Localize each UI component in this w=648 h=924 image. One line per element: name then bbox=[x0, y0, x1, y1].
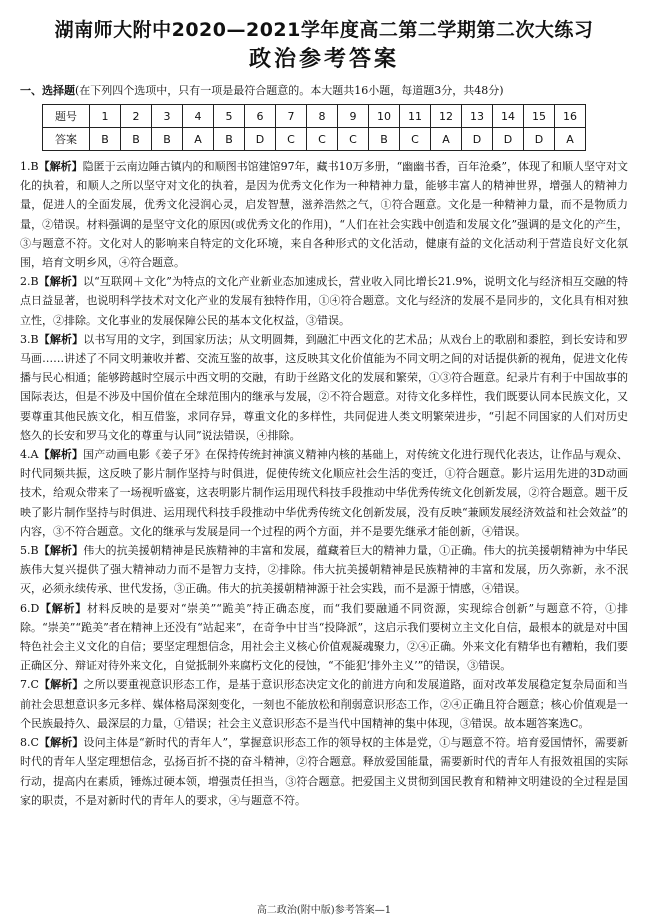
explanation-item bbox=[20, 541, 628, 599]
item-answer: 8.C bbox=[20, 736, 39, 750]
question-number: 5 bbox=[214, 105, 245, 128]
answer-cell: C bbox=[338, 128, 369, 151]
answer-cell: B bbox=[369, 128, 400, 151]
analysis-tag: 【解析】 bbox=[38, 275, 83, 289]
question-number: 12 bbox=[431, 105, 462, 128]
item-text: 以书写用的文字，到国家历法；从文明圆舞，到融汇中西文化的艺术品；从戏台上的歌剧和黍腔，到长安诗和罗马画……讲述了不同文明兼收并蓄、交流互鉴的故事，这反映其文化价值能为不同文明之间的对话提供新的视角，促进文化传播与民心相通；能够跨越时空展示中西文明的交融，有助于丝路文化的发展和繁荣，①③符合题意。纪录片有利于中国故事的国际表达，但是不涉及中国价值在全球范围内的继承与发展，②不符合题意。对待文化多样性，我们既要认同本民族文化，又要尊重其他民族文化，相互借鉴，求同存异，尊重文化的多样性，共同促进人类文明繁荣进步，“引起不同国家的人们对历史悠久的长安和罗马文化的尊重与认同”说法错误，④排除。 bbox=[20, 332, 629, 442]
explanation-item bbox=[20, 272, 628, 330]
analysis-tag: 【解析】 bbox=[38, 332, 84, 346]
analysis-tag: 【解析】 bbox=[38, 448, 84, 462]
item-text: 伟大的抗美援朝精神是民族精神的丰富和发展，蕴藏着巨大的精神力量，①正确。伟大的抗美援朝精神为中华民族伟大复兴提供了强大精神动力而不是智力支持，②排除。伟大抗美援朝精神是民族精神的丰富和发展，历久弥新，永不泯灭，必须永续传承、世代发扬，③正确。伟大的抗美援朝精神源于社会实践，而不是源于情感，④错误。 bbox=[20, 544, 629, 596]
answer-cell: A bbox=[555, 128, 586, 151]
item-answer: 2.B bbox=[20, 275, 39, 289]
item-text: 以“互联网＋文化”为特点的文化产业新业态加速成长，营业收入同比增长21.9%，说明文化与经济相互交融的特点日益显著，也说明科学技术对文化产业的发展有独特作用，①④符合题意。文化与经济的发展不是同步的，文化具有相对独立性，②排除。文化事业的发展保障公民的基本文化权益，③错误。 bbox=[20, 275, 628, 327]
answer-cell: B bbox=[152, 128, 183, 151]
analysis-tag: 【解析】 bbox=[38, 736, 84, 750]
item-answer: 4.A bbox=[20, 448, 39, 462]
answer-row bbox=[43, 128, 586, 151]
question-number: 10 bbox=[369, 105, 400, 128]
question-number-label: 题号 bbox=[43, 105, 90, 128]
item-text: 隐匿于云南边陲古镇内的和顺图书馆建馆97年，藏书10万多册，“幽幽书香，百年沧桑”，体现了和顺人坚守对文化的执着，和顺人之所以坚守对文化的执着，是因为优秀文化作为一种精神力量，能够丰富人的精神世界，增强人的精神力量，促进人的全面发展，优秀文化浸润心灵，启发智慧，滋养浩然之气，①符合题意。文化是一种精神力量，而不是物质力量，②错误。材料强调的是坚守文化的原因(或优秀文化的作用)，“人们在社会实践中创造和发展文化”强调的是文化的产生，③与题意不符。文化对人的影响来自特定的文化环境，来自各种形式的文化活动，健康有益的文化活动利于营造良好文化氛围，培育文明乡风，④符合题意。 bbox=[20, 160, 628, 270]
analysis-tag: 【解析】 bbox=[39, 601, 87, 615]
question-number: 2 bbox=[121, 105, 152, 128]
explanation-list bbox=[20, 157, 628, 810]
page-footer: 高二政治(附中版)参考答案—1 bbox=[256, 905, 392, 916]
document-title: 湖南师大附中2020—2021学年度高二第二学期第二次大练习 bbox=[54, 19, 594, 41]
question-number: 4 bbox=[183, 105, 214, 128]
question-number: 16 bbox=[555, 105, 586, 128]
answer-cell: B bbox=[214, 128, 245, 151]
item-answer: 6.D bbox=[20, 601, 40, 615]
item-text: 材料反映的是要对“崇美”“跪美”持正确态度，而“我们要融通不同资源，实现综合创新”与题意不符，①排除。“崇美”“跪美”者在精神上还没有“站起来”，在奇争中甘当“投降派”，这启示我们要树立主文化自信，最根本的就是对中国特色社会主义文化的自信；要坚定理想信念，用社会主义核心价值观凝魂聚力，②④正确。外来文化有精华也有糟粕，我们要正确区分、辩证对待外来文化，自觉抵制外来腐朽文化的侵蚀，“不能犯‘排外主义’”的错误，③错误。 bbox=[20, 601, 628, 673]
explanation-item bbox=[20, 330, 628, 445]
question-number: 14 bbox=[493, 105, 524, 128]
analysis-tag: 【解析】 bbox=[38, 678, 84, 692]
answer-cell: C bbox=[276, 128, 307, 151]
section-heading bbox=[20, 84, 628, 98]
answer-table bbox=[42, 104, 586, 151]
answer-cell: D bbox=[462, 128, 493, 151]
explanation-item bbox=[20, 599, 628, 676]
question-number: 1 bbox=[90, 105, 121, 128]
document-subtitle: 政治参考答案 bbox=[248, 47, 399, 72]
answer-label: 答案 bbox=[43, 128, 90, 151]
question-number: 9 bbox=[338, 105, 369, 128]
answer-cell: C bbox=[307, 128, 338, 151]
answer-cell: C bbox=[400, 128, 431, 151]
explanation-item bbox=[20, 445, 628, 541]
explanation-item bbox=[20, 675, 628, 733]
question-number: 13 bbox=[462, 105, 493, 128]
item-text: 之所以要重视意识形态工作，是基于意识形态决定文化的前进方向和发展道路，面对改革发展稳定复杂局面和当前社会思想意识多元多样、媒体格局深刻变化，一刻也不能放松和削弱意识形态工作，②④正确且符合题意；核心价值观是一个民族最持久、最深层的力量，①错误；社会主义意识形态不是当代中国精神的集中体现，③错误。故本题答案选C。 bbox=[20, 678, 629, 730]
answer-cell: B bbox=[121, 128, 152, 151]
question-number: 3 bbox=[152, 105, 183, 128]
item-answer: 3.B bbox=[20, 332, 39, 346]
item-text: 设问主体是“新时代的青年人”，掌握意识形态工作的领导权的主体是党，①与题意不符。培育爱国情怀，需要新时代的青年人坚定理想信念，弘扬百折不挠的奋斗精神，②符合题意。释放爱国能量，需要新时代的青年人有报效祖国的实际行动，提高内在素质，锤炼过硬本领，增强责任担当，③符合题意。把爱国主义贯彻到国民教育和精神文明建设的全过程是国家的职责，不是对新时代的青年人的要求，④与题意不符。 bbox=[20, 736, 629, 807]
answer-cell: A bbox=[431, 128, 462, 151]
item-answer: 1.B bbox=[20, 160, 39, 173]
item-text: 国产动画电影《姜子牙》在保持传统封神演义精神内核的基础上，对传统文化进行现代化表达，让作品与观众、时代同频共振，这反映了影片制作坚持与时俱进，促使传统文化顺应社会生活的变迁，①符合题意。影片运用先进的3D动画技术，给观众带来了一场视听盛宴，这表明影片制作运用现代科技手段推动中华优秀传统文化创新发展，②符合题意。题干反映了影片制作坚持与时俱进、运用现代科技手段推动中华优秀传统文化创新发展，没有反映“兼顾发展经济效益和社会效益”的内容，③不符合题意。文化的继承与发展是同一个过程的两个方面，并不是要先继承才能创新，④错误。 bbox=[20, 448, 629, 538]
question-number: 8 bbox=[307, 105, 338, 128]
explanation-item bbox=[20, 733, 628, 810]
item-answer: 5.B bbox=[20, 544, 39, 558]
section-description: (在下列四个选项中，只有一项是最符合题意的。本大题共16小题，每道题3分，共48分) bbox=[75, 84, 504, 97]
analysis-tag: 【解析】 bbox=[38, 160, 83, 173]
question-number: 6 bbox=[245, 105, 276, 128]
answer-cell: D bbox=[245, 128, 276, 151]
explanation-item bbox=[20, 157, 628, 272]
answer-cell: B bbox=[90, 128, 121, 151]
question-number: 11 bbox=[400, 105, 431, 128]
item-answer: 7.C bbox=[20, 678, 39, 692]
question-number: 7 bbox=[276, 105, 307, 128]
analysis-tag: 【解析】 bbox=[38, 544, 84, 558]
answer-cell: D bbox=[493, 128, 524, 151]
answer-cell: A bbox=[183, 128, 214, 151]
answer-cell: D bbox=[524, 128, 555, 151]
question-number-row bbox=[43, 105, 586, 128]
section-lead: 一、选择题 bbox=[20, 84, 75, 97]
question-number: 15 bbox=[524, 105, 555, 128]
